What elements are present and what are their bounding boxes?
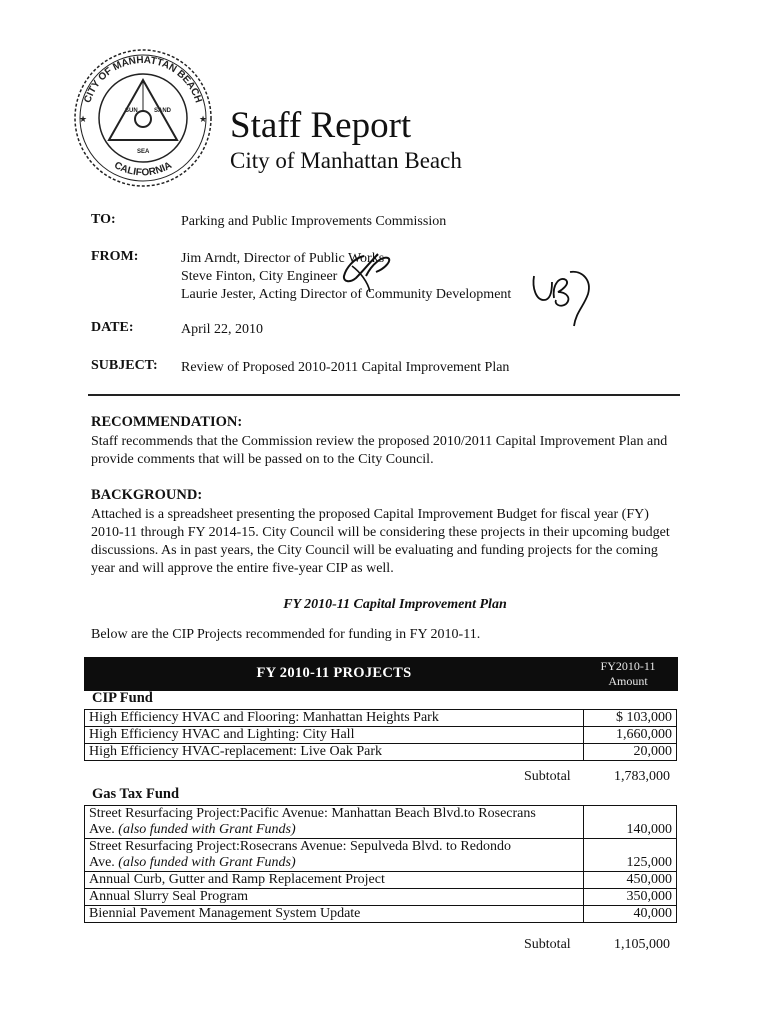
to-value: Parking and Public Improvements Commission [181, 214, 447, 229]
project-desc: Biennial Pavement Management System Update [85, 906, 584, 923]
gas-tax-subtotal-label: Subtotal [524, 937, 571, 952]
gas-tax-subtotal-value: 1,105,000 [614, 937, 670, 952]
grant-funds-note: (also funded with Grant Funds) [118, 855, 296, 870]
project-amount: 450,000 [584, 872, 677, 889]
project-desc [85, 806, 584, 839]
signature-initials [306, 246, 406, 296]
projects-table-title: FY 2010-11 PROJECTS [256, 665, 412, 681]
date-value: April 22, 2010 [181, 322, 264, 337]
project-desc [85, 839, 584, 872]
signature-initials-2 [526, 262, 598, 334]
cip-fund-table [84, 709, 677, 761]
project-amount: 125,000 [584, 839, 677, 872]
from-line-3: Laurie Jester, Acting Director of Community Development [181, 287, 512, 302]
project-amount: 1,660,000 [584, 727, 677, 744]
project-amount: 140,000 [584, 806, 677, 839]
cip-fund-label: CIP Fund [92, 690, 153, 706]
recommendation-text: Staff recommends that the Commission review the proposed 2010/2011 Capital Improvement Plan and provide comments that will be passed on to the City Council. [91, 434, 668, 467]
gas-tax-fund-label: Gas Tax Fund [92, 786, 180, 802]
grant-funds-note: (also funded with Grant Funds) [118, 822, 296, 837]
from-line-2: Steve Finton, City Engineer [181, 269, 338, 284]
cip-subtotal-value: 1,783,000 [614, 769, 670, 784]
background-heading: BACKGROUND: [91, 487, 203, 503]
amount-header-line-1: FY2010-11 [600, 659, 656, 673]
project-desc-line-1: Street Resurfacing Project:Rosecrans Avenue: Sepulveda Blvd. to Redondo [89, 839, 511, 854]
project-amount: 350,000 [584, 889, 677, 906]
seal-word-sea: SEA [137, 149, 150, 155]
seal-top-text: CITY OF MANHATTAN BEACH [82, 54, 204, 105]
date-label: DATE: [91, 320, 134, 335]
plan-intro: Below are the CIP Projects recommended for funding in FY 2010-11. [91, 627, 481, 642]
from-line-1: Jim Arndt, Director of Public Works [181, 251, 385, 266]
project-desc: Annual Slurry Seal Program [85, 889, 584, 906]
project-desc: High Efficiency HVAC and Flooring: Manhattan Heights Park [85, 710, 584, 727]
table-row [85, 710, 677, 727]
table-row [85, 727, 677, 744]
recommendation-heading: RECOMMENDATION: [91, 414, 243, 430]
amount-column-header [582, 659, 674, 689]
seal-bottom-text: CALIFORNIA [112, 159, 174, 179]
seal-word-sand: SAND [154, 108, 172, 114]
city-seal [68, 40, 218, 190]
from-label: FROM: [91, 249, 139, 264]
project-amount: $ 103,000 [584, 710, 677, 727]
table-row [85, 872, 677, 889]
project-desc-line-1: Street Resurfacing Project:Pacific Avenue: Manhattan Beach Blvd.to Rosecrans [89, 806, 536, 821]
table-row [85, 889, 677, 906]
project-desc: Annual Curb, Gutter and Ramp Replacement Project [85, 872, 584, 889]
project-amount: 40,000 [584, 906, 677, 923]
background-text: Attached is a spreadsheet presenting the proposed Capital Improvement Budget for fiscal year (FY) 2010-11 through FY 2014-15. City Council will be considering these projects in their upcoming budget discussions. As in past years, the City Council will be evaluating and funding projects for the coming year and will approve the entire five-year CIP as well. [91, 507, 670, 576]
report-subtitle: City of Manhattan Beach [230, 148, 462, 173]
table-row [85, 839, 677, 872]
table-row [85, 906, 677, 923]
project-desc-line-2: Ave. (also funded with Grant Funds) [89, 822, 296, 837]
project-desc-line-2: Ave. (also funded with Grant Funds) [89, 855, 296, 870]
project-desc: High Efficiency HVAC and Lighting: City Hall [85, 727, 584, 744]
subject-label: SUBJECT: [91, 358, 158, 373]
report-title: Staff Report [230, 105, 412, 146]
seal-word-sun: SUN [125, 108, 138, 114]
project-amount: 20,000 [584, 744, 677, 761]
amount-header-line-2: Amount [608, 674, 648, 688]
cip-subtotal-label: Subtotal [524, 769, 571, 784]
gas-tax-fund-table [84, 805, 677, 923]
project-desc: High Efficiency HVAC-replacement: Live Oak Park [85, 744, 584, 761]
plan-title: FY 2010-11 Capital Improvement Plan [283, 597, 507, 612]
header-divider [88, 394, 680, 396]
svg-text:★: ★ [79, 114, 88, 124]
svg-text:★: ★ [199, 114, 208, 124]
projects-table-header [84, 657, 678, 691]
subject-value: Review of Proposed 2010-2011 Capital Improvement Plan [181, 360, 510, 375]
table-row [85, 744, 677, 761]
table-row [85, 806, 677, 839]
to-label: TO: [91, 212, 116, 227]
